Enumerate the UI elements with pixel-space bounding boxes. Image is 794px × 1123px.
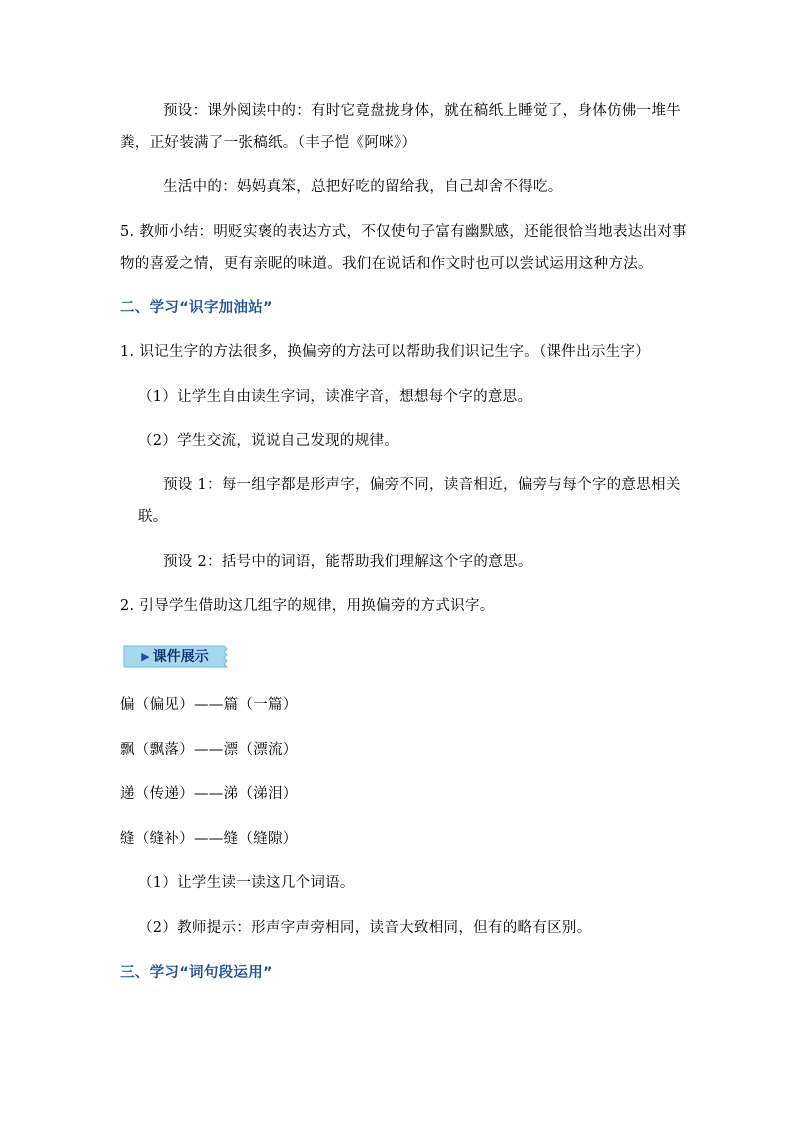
word-pair-1: 偏（偏见）——篇（一篇） xyxy=(120,697,298,713)
teacher-summary-line-1: 5. 教师小结：明贬实褒的表达方式，不仅使句子富有幽默感，还能很恰当地表达出对事 xyxy=(120,224,687,240)
section-three-heading: 三、学习“词句段运用” xyxy=(120,965,273,981)
sub-item-1: （1）让学生自由读生字词，读准字音，想想每个字的意思。 xyxy=(138,389,533,405)
item-2: 2. 引导学生借助这几组字的规律，用换偏旁的方式识字。 xyxy=(120,598,495,614)
courseware-tag-label: 课件展示 xyxy=(152,649,209,665)
word-pair-3: 递（传递）——涕（涕泪） xyxy=(120,786,298,802)
preset-2-line: 预设 2：括号中的词语，能帮助我们理解这个字的意思。 xyxy=(163,554,533,570)
section-two-heading: 二、学习“识字加油站” xyxy=(120,300,273,316)
preset-reading-line-1: 预设：课外阅读中的：有时它竟盘拢身体，就在稿纸上睡觉了，身体仿佛一堆牛 xyxy=(163,103,681,119)
preset-reading-line-2: 粪，正好装满了一张稿纸。（丰子恺《阿咪》） xyxy=(120,135,417,151)
preset-1-line-2: 联。 xyxy=(138,509,168,525)
teacher-summary-line-2: 物的喜爱之情，更有亲昵的味道。我们在说话和作文时也可以尝试运用这种方法。 xyxy=(120,256,653,272)
preset-1-line-1: 预设 1：每一组字都是形声字，偏旁不同，读音相近，偏旁与每个字的意思相关 xyxy=(163,477,681,493)
sub-item-4: （2）教师提示：形声字声旁相同，读音大致相同，但有的略有区别。 xyxy=(138,920,592,936)
play-triangle-icon: ▶ xyxy=(141,649,150,663)
item-1: 1. 识记生字的方法很多，换偏旁的方法可以帮助我们识记生字。（课件出示生字） xyxy=(120,344,651,360)
word-pair-2: 飘（飘落）——漂（漂流） xyxy=(120,742,298,758)
sub-item-2: （2）学生交流，说说自己发现的规律。 xyxy=(138,433,400,449)
sub-item-3: （1）让学生读一读这几个词语。 xyxy=(138,875,355,891)
preset-life-line: 生活中的：妈妈真笨，总把好吃的留给我，自己却舍不得吃。 xyxy=(163,179,563,195)
word-pair-4: 缝（缝补）——缝（缝隙） xyxy=(120,831,298,847)
courseware-tag xyxy=(120,643,230,669)
